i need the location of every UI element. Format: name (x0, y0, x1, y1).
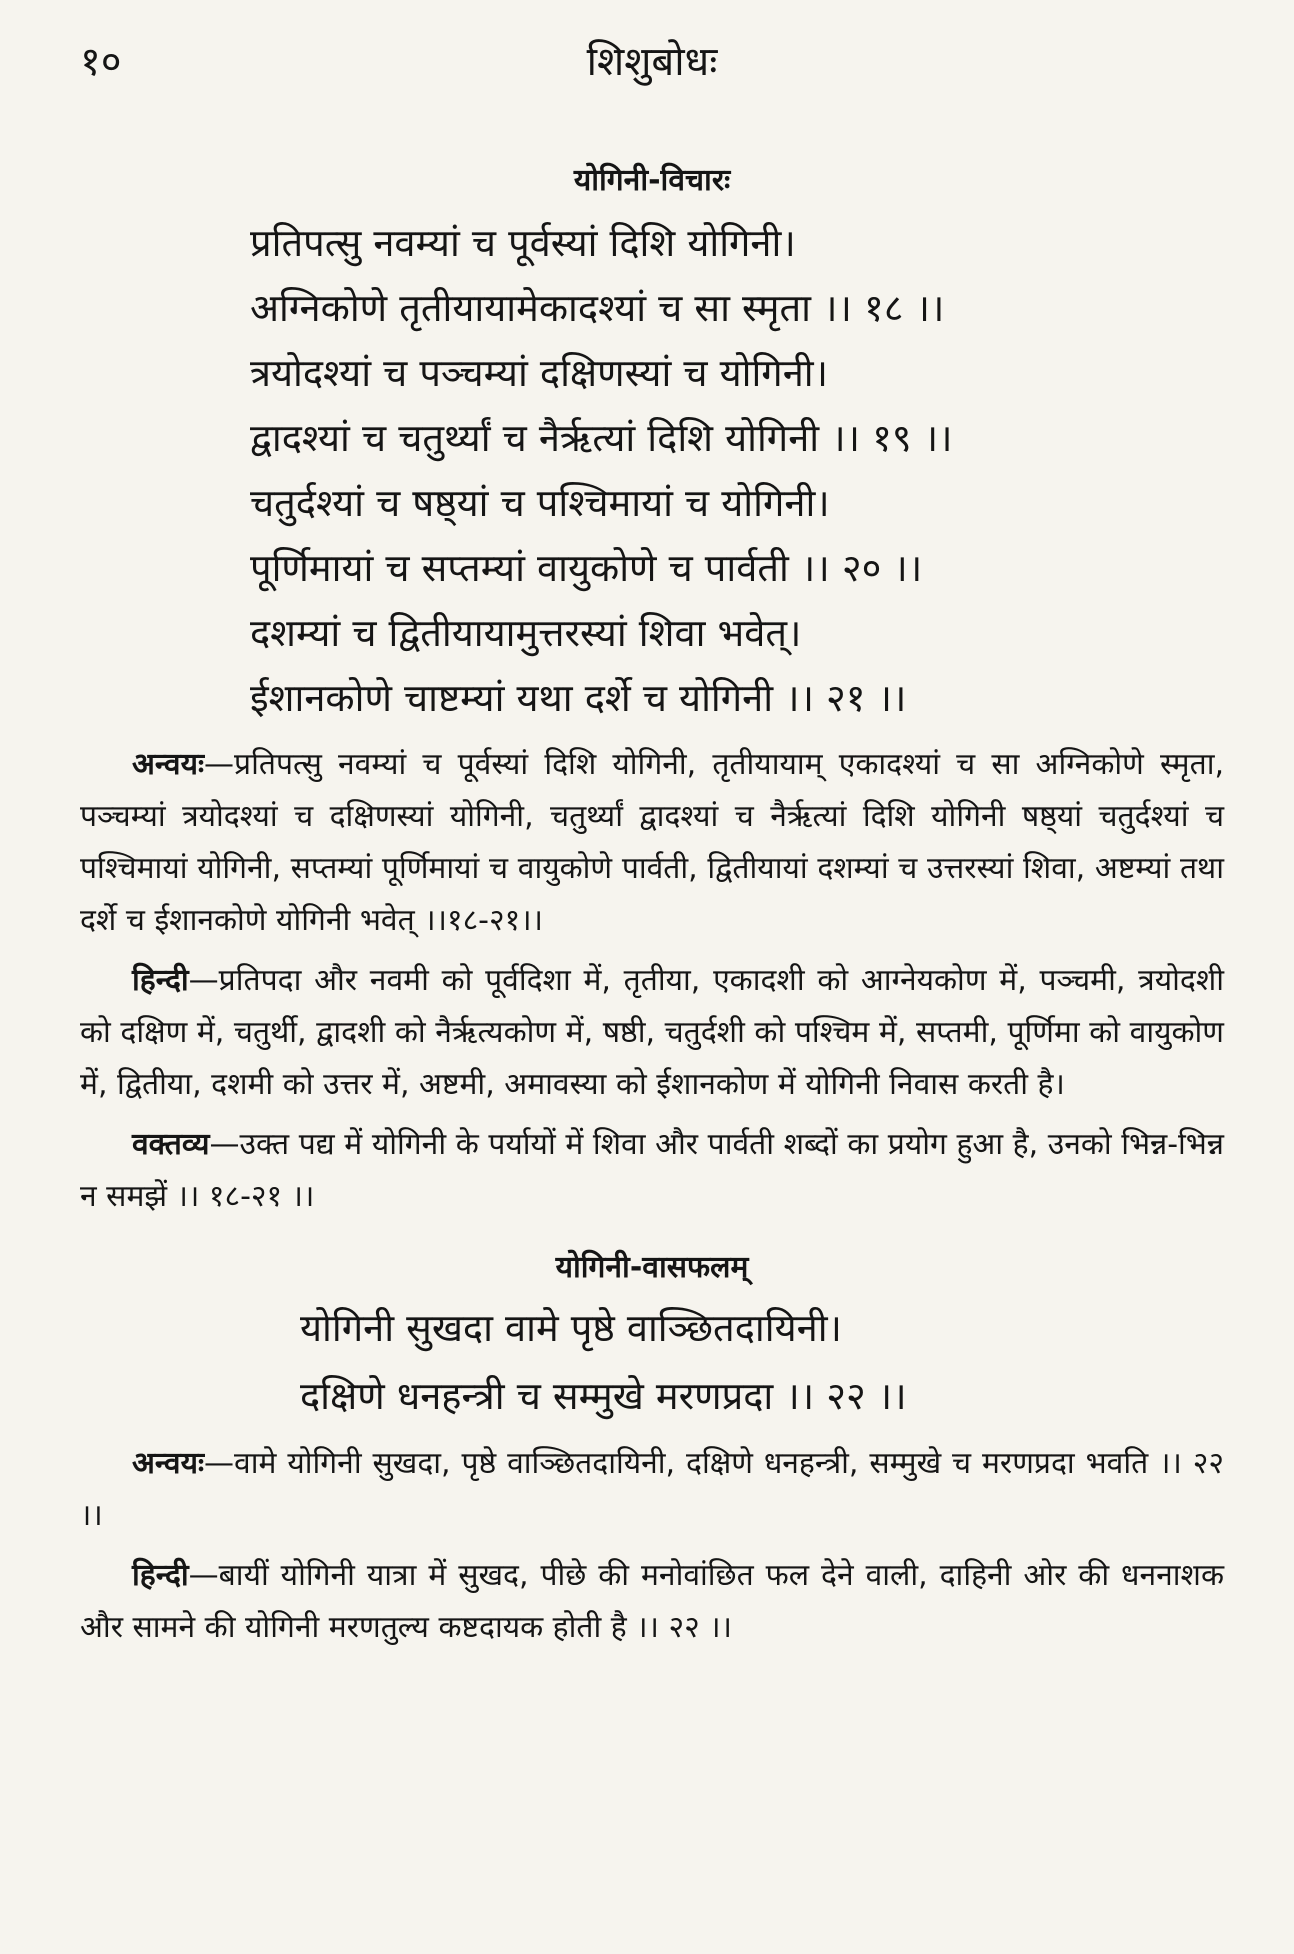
verse-block (250, 211, 1224, 731)
verse-line: द्वादश्यां च चतुर्थ्यां च नैर्ऋत्यां दिशि योगिनी ।। १९ ।। (250, 416, 953, 460)
book-title: शिशुबोधः (586, 39, 718, 85)
section-heading-yogini-vasaphalam: योगिनी-वासफलम् (555, 1250, 749, 1285)
verse-line: चतुर्दश्यां च षष्ठ्यां च पश्चिमायां च योगिनी। (250, 481, 830, 525)
vaktavya-label: वक्तव्य (132, 1127, 210, 1162)
verse-line: ईशानकोणे चाष्टम्यां यथा दर्शे च योगिनी ।। २१ ।। (250, 676, 907, 720)
hindi-text: —बायीं योगिनी यात्रा में सुखद, पीछे की मनोवांछित फल देने वाली, दाहिनी ओर की धननाशक और सामने की योगिनी मरणतुल्य कष्टदायक होती है ।। २२ ।। (80, 1558, 1224, 1645)
page-number: १० (80, 39, 122, 85)
verse-block (300, 1294, 1224, 1430)
hindi-text: —प्रतिपदा और नवमी को पूर्वदिशा में, तृतीया, एकादशी को आग्नेयकोण में, पञ्चमी, त्रयोदशी को दक्षिण में, चतुर्थी, द्वादशी को नैर्ऋत्यकोण में, षष्ठी, चतुर्दशी को पश्चिम में, सप्तमी, पूर्णिमा को वायुकोण में, द्वितीया, दशमी को उत्तर में, अष्टमी, अमावस्या को ईशानकोण में योगिनी निवास करती है। (80, 963, 1224, 1102)
anvaya-text: —वामे योगिनी सुखदा, पृष्ठे वाञ्छितदायिनी, दक्षिणे धनहन्त्री, सम्मुखे च मरणप्रदा भवति ।। २२ ।। (80, 1446, 1224, 1533)
anvaya-paragraph (80, 739, 1224, 947)
verse-line: प्रतिपत्सु नवम्यां च पूर्वस्यां दिशि योगिनी। (250, 221, 796, 265)
verse-line: योगिनी सुखदा वामे पृष्ठे वाञ्छितदायिनी। (300, 1306, 842, 1350)
verse-line: दक्षिणे धनहन्त्री च सम्मुखे मरणप्रदा ।। २२ ।। (300, 1374, 907, 1418)
verse-line: त्रयोदश्यां च पञ्चम्यां दक्षिणस्यां च योगिनी। (250, 351, 829, 395)
hindi-label: हिन्दी (132, 1558, 189, 1593)
vaktavya-text: —उक्त पद्य में योगिनी के पर्यायों में शिवा और पार्वती शब्दों का प्रयोग हुआ है, उनको भिन्न-भिन्न न समझें ।। १८-२१ ।। (80, 1127, 1224, 1214)
verse-line: पूर्णिमायां च सप्तम्यां वायुकोणे च पार्वती ।। २० ।। (250, 546, 923, 590)
section-heading-yogini-vichar: योगिनी-विचारः (573, 163, 731, 198)
anvaya-label: अन्वयः (132, 747, 205, 782)
anvaya-label: अन्वयः (132, 1446, 205, 1481)
anvaya-paragraph (80, 1438, 1224, 1542)
anvaya-text: —प्रतिपत्सु नवम्यां च पूर्वस्यां दिशि योगिनी, तृतीयायाम् एकादश्यां च सा अग्निकोणे स्मृता, पञ्चम्यां त्रयोदश्यां च दक्षिणस्यां योगिनी, चतुर्थ्यां द्वादश्यां च नैर्ऋत्यां दिशि योगिनी षष्ठ्यां चतुर्दश्यां च पश्चिमायां योगिनी, सप्तम्यां पूर्णिमायां च वायुकोणे पार्वती, द्वितीयायां दशम्यां च उत्तरस्यां शिवा, अष्टम्यां तथा दर्शे च ईशानकोणे योगिनी भवेत् ।।१८-२१।। (80, 747, 1224, 938)
verse-line: दशम्यां च द्वितीयायामुत्तरस्यां शिवा भवेत्। (250, 611, 802, 655)
hindi-paragraph (80, 1550, 1224, 1654)
page-header (80, 28, 1224, 98)
hindi-paragraph (80, 955, 1224, 1111)
hindi-label: हिन्दी (132, 963, 189, 998)
verse-line: अग्निकोणे तृतीयायामेकादश्यां च सा स्मृता ।। १८ ।। (250, 286, 945, 330)
vaktavya-paragraph (80, 1119, 1224, 1223)
